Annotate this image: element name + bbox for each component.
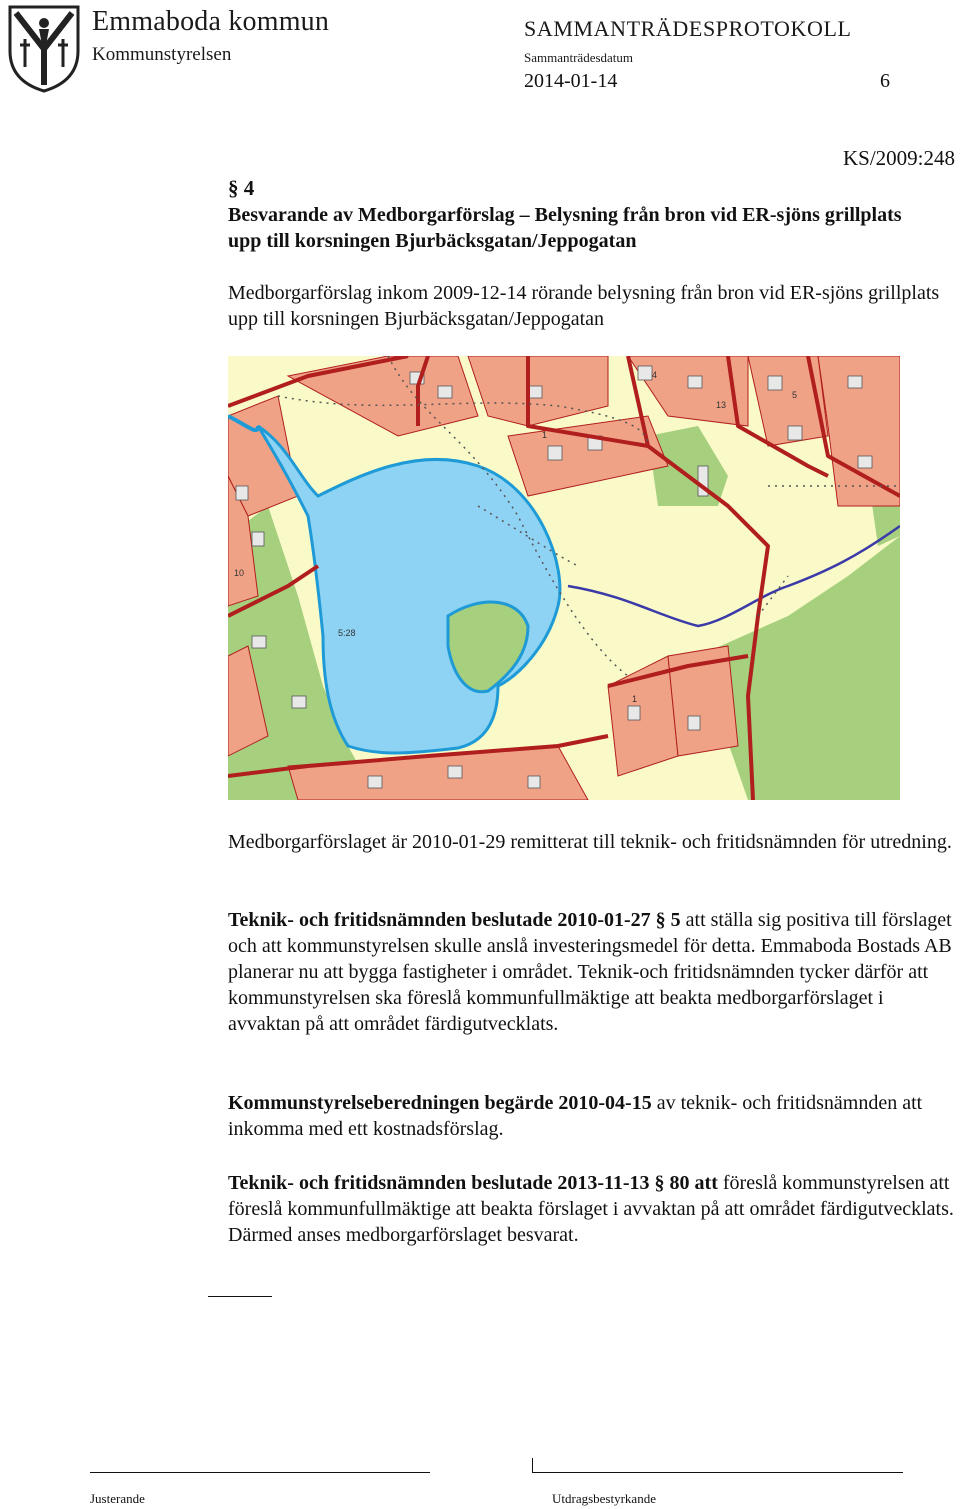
organization-name: Emmaboda kommun <box>92 6 330 37</box>
case-heading: Besvarande av Medborgarförslag – Belysning från bron vid ER-sjöns grillplats upp till korsningen Bjurbäcksgatan/Jeppogatan <box>228 204 902 252</box>
utdragsbestyrkande-label: Utdragsbestyrkande <box>552 1491 656 1506</box>
footer-line-left <box>90 1472 430 1473</box>
document-type: SAMMANTRÄDESPROTOKOLL <box>524 16 852 41</box>
body-name: Kommunstyrelsen <box>92 44 232 65</box>
meeting-date: 2014-01-14 <box>524 70 618 92</box>
paragraph-tfn-2013 <box>228 1170 960 1248</box>
footer-divider <box>532 1458 533 1473</box>
section-number-value: 4 <box>243 176 255 200</box>
section-symbol: § <box>228 176 239 200</box>
paragraph-tfn-2013-text: föreslå kommunstyrelsen att föreslå kommunfullmäktige att beakta förslaget i avvaktan på att området färdigutvecklats. Därmed anses medborgarförslaget besvarat. <box>228 1172 954 1246</box>
coat-of-arms-logo <box>6 5 82 93</box>
paragraph-ksb <box>228 1090 960 1142</box>
page-number: 6 <box>880 70 890 92</box>
paragraph-tfn-2010-lead: Teknik- och fritidsnämnden beslutade 2010-01-27 § 5 <box>228 909 681 931</box>
paragraph-ksb-lead: Kommunstyrelseberedningen begärde 2010-04-15 <box>228 1092 652 1114</box>
justerande-label: Justerande <box>90 1491 145 1506</box>
paragraph-remiss: Medborgarförslaget är 2010-01-29 remitterat till teknik- och fritidsnämnden för utredning. <box>228 831 952 853</box>
map-label-plot-10: 10 <box>234 568 245 578</box>
paragraph-ksb-text: av teknik- och fritidsnämnden att inkomma med ett kostnadsförslag. <box>228 1092 923 1140</box>
footer-line-right <box>533 1472 903 1473</box>
meeting-date-label: Sammanträdesdatum <box>524 50 634 65</box>
map-label-plot-4: 4 <box>652 370 658 380</box>
paragraph-tfn-2010-text: att ställa sig positiva till förslaget och att kommunstyrelsen skulle anslå investeringsmedel för detta. Emmaboda Bostads AB planerar nu att bygga fastigheter i området. Teknik-och fritidsnämnden tycker därför att kommunstyrelsen ska föreslå kommunfullmäktige att beakta medborgarförslaget i avvaktan på att området färdigutvecklats. <box>228 909 952 1035</box>
paragraph-tfn-2013-lead: Teknik- och fritidsnämnden beslutade 2013-11-13 § 80 att <box>228 1172 718 1194</box>
paragraph-tfn-2010 <box>228 907 960 1037</box>
section-number <box>228 176 254 201</box>
intro-paragraph: Medborgarförslag inkom 2009-12-14 rörande belysning från bron vid ER-sjöns grillplats upp till korsningen Bjurbäcksgatan/Jeppogatan <box>228 282 940 330</box>
map-label-plot-5: 5 <box>792 390 798 400</box>
map-label-plot-1b: 1 <box>632 694 638 704</box>
case-number: KS/2009:248 <box>842 146 955 170</box>
area-map <box>228 356 900 800</box>
map-label-lake: 5:28 <box>338 628 356 638</box>
map-label-plot-13: 13 <box>716 400 727 410</box>
end-rule <box>208 1296 272 1297</box>
map-label-plot-1: 1 <box>542 430 548 440</box>
